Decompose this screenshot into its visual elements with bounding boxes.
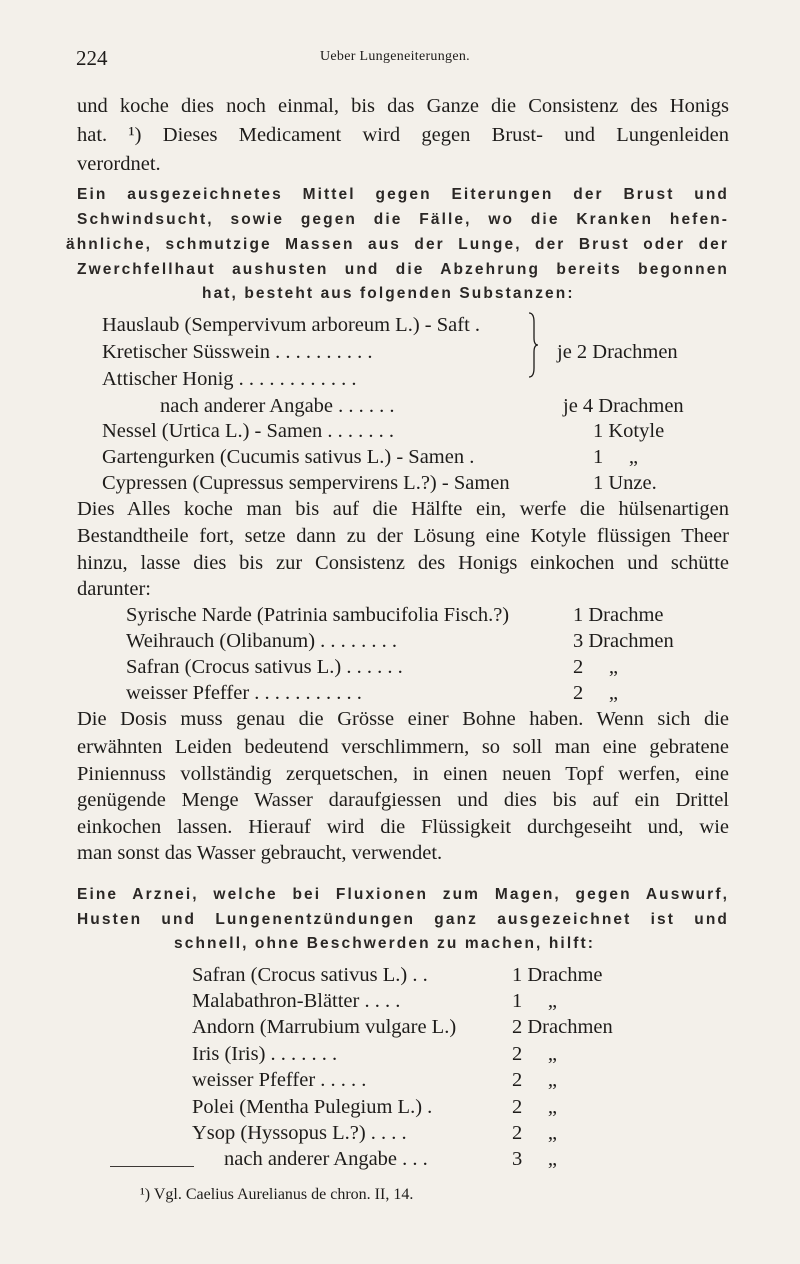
paragraph-line: und koche dies noch einmal, bis das Ganze die Consistenz des Honigs xyxy=(77,95,729,117)
ingredient-name: Cypressen (Cupressus sempervirens L.?) - Samen xyxy=(102,472,510,494)
ingredient-dose: 2 „ xyxy=(512,1122,557,1144)
footnote-rule xyxy=(110,1166,194,1167)
paragraph-line: einkochen lassen. Hierauf wird die Flüssigkeit durchgeseiht und, wie xyxy=(77,816,729,838)
ingredient-dose: 1 Unze. xyxy=(593,472,657,494)
ingredient-dose: 2 „ xyxy=(573,656,618,678)
paragraph-line: Bestandtheile fort, setze dann zu der Lösung eine Kotyle flüssigen Theer xyxy=(77,525,729,547)
ingredient-name: Nessel (Urtica L.) - Samen . . . . . . . xyxy=(102,420,395,442)
running-title: Ueber Lungeneiterungen. xyxy=(320,49,470,64)
paragraph-line: Die Dosis muss genau die Grösse einer Bohne haben. Wenn sich die xyxy=(77,708,729,730)
ingredient-name: weisser Pfeffer . . . . . xyxy=(192,1069,367,1091)
ingredient-name: Malabathron-Blätter . . . . xyxy=(192,990,401,1012)
ingredient-dose: je 4 Drachmen xyxy=(563,395,684,417)
ingredient-dose: je 2 Drachmen xyxy=(557,341,678,363)
ingredient-dose: 2 Drachmen xyxy=(512,1016,613,1038)
section-heading-line: Zwerchfellhaut aushusten und die Abzehrung bereits begonnen xyxy=(77,261,729,278)
ingredient-dose: 1 Kotyle xyxy=(593,420,665,442)
paragraph-line: hinzu, lasse dies bis zur Consistenz des Honigs einkochen und schütte xyxy=(77,552,729,574)
section-heading-line: Husten und Lungenentzündungen ganz ausgezeichnet ist und xyxy=(77,911,729,928)
ingredient-name: Syrische Narde (Patrinia sambucifolia Fisch.?) xyxy=(126,604,510,626)
ingredient-name: Safran (Crocus sativus L.) . . xyxy=(192,964,428,986)
ingredient-dose: 1 Drachme xyxy=(573,604,664,626)
ingredient-name: Polei (Mentha Pulegium L.) . xyxy=(192,1096,433,1118)
ingredient-name: Attischer Honig . . . . . . . . . . . . xyxy=(102,368,357,390)
ingredient-name: Safran (Crocus sativus L.) . . . . . . xyxy=(126,656,403,678)
paragraph-line: hat. ¹) Dieses Medicament wird gegen Brust- und Lungenleiden xyxy=(77,124,729,146)
paragraph-line: Piniennuss vollständig zerquetschen, in einen neuen Topf werfen, eine xyxy=(77,763,729,785)
ingredient-name: nach anderer Angabe . . . . . . xyxy=(160,395,395,417)
ingredient-name: Kretischer Süsswein . . . . . . . . . . xyxy=(102,341,373,363)
page-number: 224 xyxy=(76,46,108,70)
grouping-brace-icon xyxy=(528,312,538,378)
paragraph-line: verordnet. xyxy=(77,153,161,175)
ingredient-dose: 2 „ xyxy=(512,1096,557,1118)
ingredient-name: Weihrauch (Olibanum) . . . . . . . . xyxy=(126,630,398,652)
ingredient-name: Andorn (Marrubium vulgare L.) xyxy=(192,1016,457,1038)
section-heading-line: ähnliche, schmutzige Massen aus der Lunge, der Brust oder der xyxy=(66,236,729,253)
ingredient-dose: 3 Drachmen xyxy=(573,630,674,652)
ingredient-dose: 1 „ xyxy=(593,446,638,468)
paragraph-line: erwähnten Leiden bedeutend verschlimmern, so soll man eine gebratene xyxy=(77,736,729,758)
section-heading-line: Schwindsucht, sowie gegen die Fälle, wo die Kranken hefen- xyxy=(77,211,729,228)
ingredient-dose: 2 „ xyxy=(512,1069,557,1091)
ingredient-name: Gartengurken (Cucumis sativus L.) - Samen . xyxy=(102,446,475,468)
ingredient-dose: 3 „ xyxy=(512,1148,557,1170)
ingredient-name: Iris (Iris) . . . . . . . xyxy=(192,1043,338,1065)
ingredient-dose: 1 „ xyxy=(512,990,557,1012)
ingredient-name: nach anderer Angabe . . . xyxy=(224,1148,428,1170)
ingredient-dose: 1 Drachme xyxy=(512,964,603,986)
ingredient-name: Hauslaub (Sempervivum arboreum L.) - Saft . xyxy=(102,314,481,336)
ingredient-dose: 2 „ xyxy=(512,1043,557,1065)
section-heading-line: Eine Arznei, welche bei Fluxionen zum Magen, gegen Auswurf, xyxy=(77,886,729,903)
footnote: ¹) Vgl. Caelius Aurelianus de chron. II, 14. xyxy=(140,1186,414,1203)
ingredient-name: Ysop (Hyssopus L.?) . . . . xyxy=(192,1122,407,1144)
section-heading-line: Ein ausgezeichnetes Mittel gegen Eiterungen der Brust und xyxy=(77,186,729,203)
section-heading-line: hat, besteht aus folgenden Substanzen: xyxy=(202,285,575,302)
ingredient-name: weisser Pfeffer . . . . . . . . . . . xyxy=(126,682,362,704)
paragraph-line: genügende Menge Wasser daraufgiessen und dies bis auf ein Drittel xyxy=(77,789,729,811)
paragraph-line: Dies Alles koche man bis auf die Hälfte ein, werfe die hülsenartigen xyxy=(77,498,729,520)
section-heading-line: schnell, ohne Beschwerden zu machen, hilft: xyxy=(174,935,596,952)
paragraph-line: darunter: xyxy=(77,578,151,600)
paragraph-line: man sonst das Wasser gebraucht, verwendet. xyxy=(77,842,443,864)
ingredient-dose: 2 „ xyxy=(573,682,618,704)
